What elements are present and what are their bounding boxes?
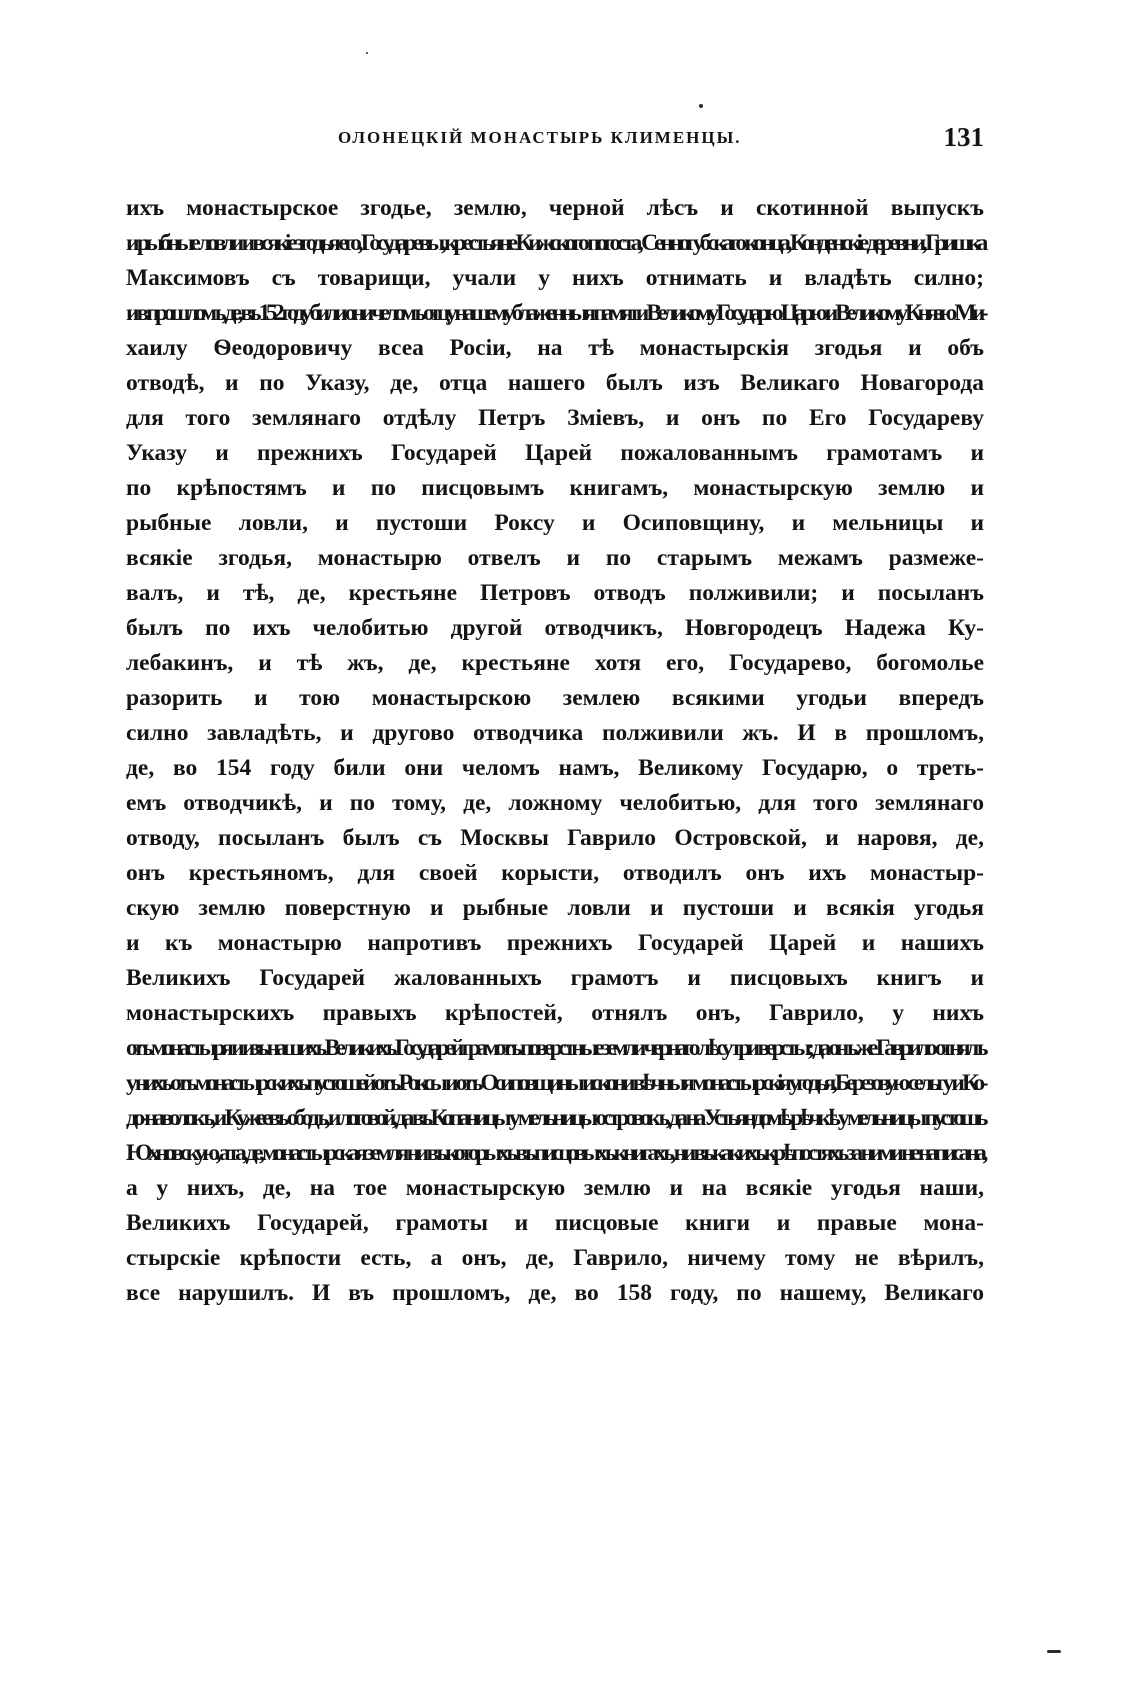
text-line: емъ отводчикѣ, и по тому, де, ложному челобитью, для того землянаго xyxy=(126,790,984,816)
text-line: рыбные ловли, и пустоши Роксу и Осиповщину, и мельницы и xyxy=(126,510,984,536)
text-line: монастырскихъ правыхъ крѣпостей, отнялъ онъ, Гаврило, у нихъ xyxy=(126,1000,984,1026)
text-line: отводу, посыланъ былъ съ Москвы Гаврило Островской, и наровя, де, xyxy=(126,825,984,851)
running-head: ОЛОНЕЦКІЙ МОНАСТЫРЬ КЛИМЕНЦЫ. xyxy=(338,128,742,147)
text-line: все нарушилъ. И въ прошломъ, де, во 158 году, по нашему, Великаго xyxy=(126,1280,984,1306)
text-line: Указу и прежнихъ Государей Царей пожалованнымъ грамотамъ и xyxy=(126,440,984,466)
scan-speck xyxy=(699,104,703,108)
text-line: скую землю поверстную и рыбные ловли и пустоши и всякія угодья xyxy=(126,895,984,921)
text-line: ихъ монастырское згодье, землю, черной лѣсъ и скотинной выпускъ xyxy=(126,195,984,221)
body-text xyxy=(126,191,984,1311)
text-line: де, во 154 году били они челомъ намъ, Великому Государю, о треть- xyxy=(126,755,984,781)
text-line: онъ крестьяномъ, для своей корысти, отводилъ онъ ихъ монастыр- xyxy=(126,860,984,886)
text-line: стырскіе крѣпости есть, а онъ, де, Гаврило, ничему тому не вѣрилъ, xyxy=(126,1245,984,1271)
text-line: и къ монастырю напротивъ прежнихъ Государей Царей и нашихъ xyxy=(126,930,984,956)
text-line: у нихъ отъ монастырскихъ пустошей отъ Роксы и отъ Осиповщины искони вѣчныя монастырскія угодья, Березовую сельгу и Ко- xyxy=(126,1070,984,1096)
text-line: валъ, и тѣ, де, крестьяне Петровъ отводъ полживили; и посыланъ xyxy=(126,580,984,606)
text-line: и рыбные ловли и всякіе згодья его, Государевы, крестьяне Кижского погоста, Сенногубскаго конца, Конденскіе деревни, Гришка xyxy=(126,230,985,256)
text-line: Максимовъ съ товарищи, учали у нихъ отнимать и владѣть силно; xyxy=(126,265,984,291)
text-line: Великихъ Государей жалованныхъ грамотъ и писцовыхъ книгъ и xyxy=(126,965,984,991)
text-line: и в прошломъ, де, въ 152 году били они челомъ отцу нашему блаженныя памяти Великому Государю Царю и Великому Князю Ми- xyxy=(126,300,984,326)
text-line: силно завладѣть, и другово отводчика полживили жъ. И в прошломъ, xyxy=(126,720,984,746)
text-line: всякіе згодья, монастырю отвелъ и по старымъ межамъ размеже- xyxy=(126,545,984,571)
text-line: отъ монастыря и изъ нашихъ Великихъ Государей грамотъ поверстные земли чернаго лѣсу три версты; да онъ же Гаврило отнялъ xyxy=(126,1035,984,1061)
text-line: а у нихъ, де, на тое монастырскую землю и на всякіе угодья наши, xyxy=(126,1175,984,1201)
text-line: для того землянаго отдѣлу Петръ Зміевъ, и онъ по Его Государеву xyxy=(126,405,984,431)
text-line: по крѣпостямъ и по писцовымъ книгамъ, монастырскую землю и xyxy=(126,475,984,501)
scan-speck xyxy=(366,52,368,54)
page-header xyxy=(126,124,984,158)
text-line: лебакинъ, и тѣ жъ, де, крестьяне хотя его, Государево, богомолье xyxy=(126,650,984,676)
scan-speck xyxy=(1047,1650,1061,1653)
text-line: до-наволокъ, и Кужеевъ ободъ, и логовой, да въ Копаницы у мельницы островокъ, да на Устьяндомѣ рѣчкѣ у мельницы пустошь xyxy=(126,1105,984,1131)
text-line: былъ по ихъ челобитью другой отводчикъ, Новгородецъ Надежа Ку- xyxy=(126,615,984,641)
text-line: разорить и тою монастырскою землею всякими угодьи впередъ xyxy=(126,685,984,711)
text-line: Юхновскую, а та, де, монастырская земля ни въ которыхъ въ писцовыхъ книгахъ, ни въ какихъ крѣпостяхъ за ними не написана, xyxy=(126,1140,984,1166)
text-line: хаилу Ѳеодоровичу всеа Росіи, на тѣ монастырскія згодья и объ xyxy=(126,335,984,361)
text-line: отводѣ, и по Указу, де, отца нашего былъ изъ Великаго Новагорода xyxy=(126,370,984,396)
page-number: 131 xyxy=(943,122,984,152)
text-line: Великихъ Государей, грамоты и писцовые книги и правые мона- xyxy=(126,1210,984,1236)
